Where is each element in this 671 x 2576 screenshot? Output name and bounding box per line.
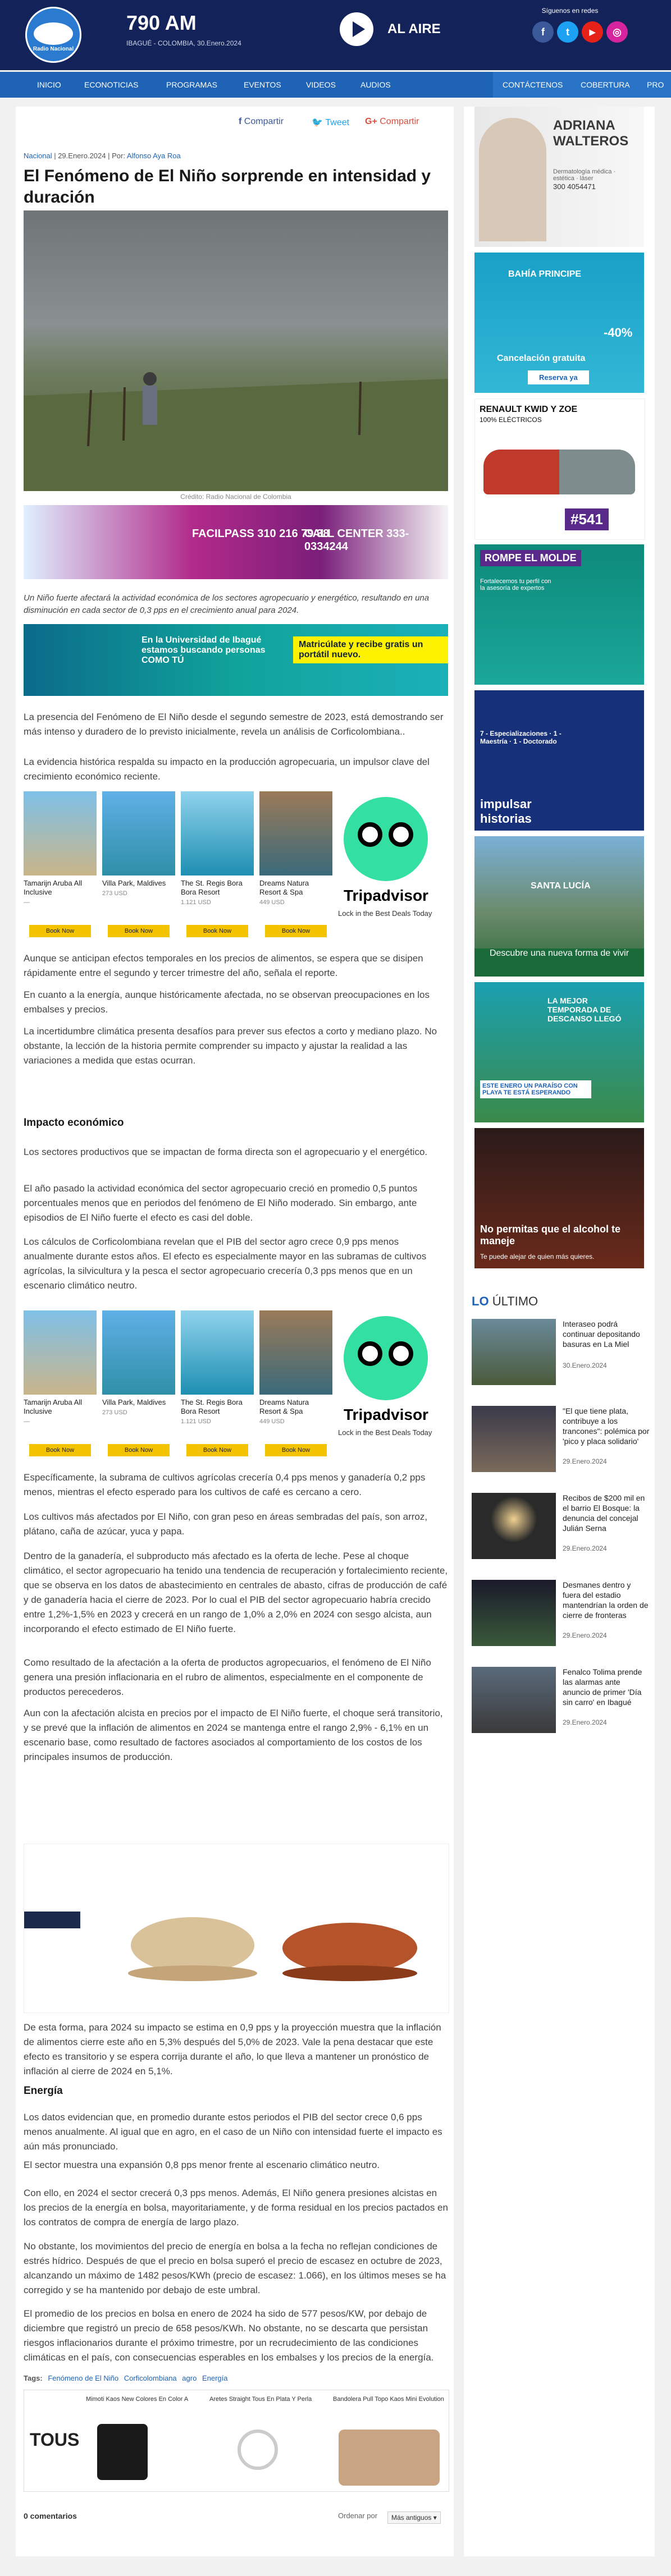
nav-econoticias[interactable]: ECONOTICIAS <box>84 80 139 89</box>
article-date: 29.Enero.2024 <box>58 152 106 160</box>
hotel-card[interactable] <box>259 791 332 937</box>
tag-link[interactable]: Corficolombiana <box>124 2374 177 2382</box>
hotel-price: 1.121 USD <box>181 899 211 906</box>
tripadvisor-sub: Lock in the Best Deals Today <box>338 909 432 918</box>
hotel-price: 449 USD <box>259 899 285 906</box>
paragraph: Como resultado de la afectación a la oferta de productos agropecuarios, el fenómeno de El Niño genera una presión inflacionaria en el rubro de alimentos, especialmente en el componente de productos perecederos. <box>24 1657 431 1697</box>
nav-cobertura[interactable]: COBERTURA <box>581 80 630 89</box>
sidebar-ad-rompe[interactable] <box>474 544 644 685</box>
paragraph: Los sectores productivos que se impactan de forma directa son el agropecuario y el energético. <box>24 1147 428 1157</box>
tous-logo: TOUS <box>30 2430 80 2450</box>
tags-label: Tags: <box>24 2374 43 2382</box>
nav-inicio[interactable]: INICIO <box>37 80 61 89</box>
tags-row <box>24 2374 227 2382</box>
sidebar-ad-bahia[interactable] <box>474 253 644 393</box>
tous-product: Aretes Straight Tous En Plata Y Perla <box>209 2396 312 2403</box>
news-title[interactable]: Fenalco Tolima prende las alarmas ante anuncio de primer 'Día sin carro' en Ibagué <box>563 1667 642 1707</box>
hotel-card[interactable] <box>24 1310 97 1456</box>
nav-audios[interactable]: AUDIOS <box>360 80 391 89</box>
hotel-name: Villa Park, Maldives <box>102 879 166 887</box>
sidebar-ad-sub: Descubre una nueva forma de vivir <box>474 948 644 977</box>
list-item[interactable] <box>472 1406 651 1479</box>
reserve-button[interactable]: Reserva ya <box>528 370 589 384</box>
tripadvisor-owl-icon <box>344 797 428 881</box>
book-now-button[interactable]: Book Now <box>265 1444 327 1456</box>
university-banner[interactable] <box>24 624 448 696</box>
cars-image <box>483 450 635 494</box>
hotel-price: 273 USD <box>102 1409 127 1416</box>
hotel-name: Dreams Natura Resort & Spa <box>259 1398 309 1415</box>
sidebar-ad-santalucia[interactable] <box>474 836 644 977</box>
tous-purse-image <box>339 2430 440 2486</box>
site-logo[interactable] <box>25 7 81 63</box>
article-caption: Un Niño fuerte afectará la actividad económica de los sectores agropecuario y energético, resultando en una disminución en cada sector de 0,3 pps en el crecimiento anual para 2024. <box>24 593 430 615</box>
section-heading: Energía <box>24 2085 63 2097</box>
order-label: Ordenar por <box>338 2511 378 2520</box>
live-play-button[interactable] <box>340 12 373 46</box>
sidebar-ad-sub: Fortalecemos tu perfil con la asesoría de expertos <box>480 578 551 592</box>
doctor-image <box>479 118 546 241</box>
nav-programas[interactable]: PROGRAMAS <box>166 80 218 89</box>
tous-product: Mimoti Kaos New Colores En Color A <box>86 2396 189 2403</box>
hotel-card[interactable] <box>259 1310 332 1456</box>
paragraph: Los cultivos más afectados por El Niño, con gran peso en áreas sembradas del país, son arroz, plátano, caña de azúcar, yuca y papa. <box>24 1511 428 1537</box>
paragraph: De esta forma, para 2024 su impacto se estima en 0,9 pps y la proyección muestra que la inflación de alimentos cierre este año en 5,3% después del 5,0% de 2023. Vale la pena destacar que este efecto es transitorio y se espera corrija durante el año, lo que lleva a mantener un pronóstico de inflación al cierre de 2024 en 5,1%. <box>24 2022 441 2077</box>
paragraph: En cuanto a la energía, aunque históricamente afectada, no se observan preocupaciones en los embalses y precios. <box>24 989 430 1015</box>
tripadvisor-name: Tripadvisor <box>344 1406 428 1423</box>
comments-bar <box>24 2511 448 2520</box>
hotel-price: 449 USD <box>259 1418 285 1425</box>
section-link[interactable]: Nacional <box>24 152 52 160</box>
university-cta: Matricúlate y recibe gratis un portátil nuevo. <box>293 636 448 663</box>
paragraph: La presencia del Fenómeno de El Niño desde el segundo semestre de 2023, está demostrando ser más intenso y duradero de lo previsto inicialmente, revela un análisis de Corficolombiana.. <box>24 712 444 737</box>
hotel-name: The St. Regis Bora Bora Resort <box>181 1398 243 1415</box>
book-now-button[interactable]: Book Now <box>108 1444 170 1456</box>
paragraph: El año pasado la actividad económica del sector agropecuario creció en promedio 0,5 puntos porcentuales menos que en periodos del fenómeno de El Niño moderado. Sin embargo, ante episodios de El Niño fuerte el efecto es casi del doble. <box>24 1183 418 1223</box>
news-date: 29.Enero.2024 <box>563 1544 607 1552</box>
sidebar-ad-impulsar[interactable] <box>474 690 644 831</box>
order-select[interactable]: Más antiguos ▾ <box>387 2511 441 2524</box>
facebook-icon[interactable]: f <box>532 21 554 43</box>
book-now-button[interactable]: Book Now <box>265 925 327 937</box>
news-title[interactable]: Interaseo podrá continuar depositando basuras en La Miel <box>563 1319 640 1349</box>
sidebar-ad-title: ADRIANA WALTEROS <box>553 118 629 149</box>
article-by: Por: <box>112 152 125 160</box>
hotel-card[interactable] <box>102 1310 175 1456</box>
tripadvisor-ad[interactable] <box>24 1310 448 1468</box>
paragraph: La incertidumbre climática presenta desafíos para prever sus efectos a corto y mediano plazo. No obstante, la lección de la historia permite comprender su impacto y ajustar la realidad a las variaciones a medida que estas ocurran. <box>24 1026 437 1066</box>
hotel-name: Dreams Natura Resort & Spa <box>259 879 309 896</box>
hotel-card[interactable] <box>24 791 97 937</box>
tag-link[interactable]: Energía <box>202 2374 228 2382</box>
facebook-share-icon: f <box>239 117 244 126</box>
book-now-button[interactable]: Book Now <box>29 1444 91 1456</box>
paragraph: El promedio de los precios en bolsa en enero de 2024 ha sido de 577 pesos/KW, por debajo de diciembre que registró un precio de 658 pesos/KWh. No obstante, no se descarta que persistan riesgos inflacionarios durante el próximo trimestre, por un recrudecimiento de las condiciones climáticas en el país, con consecuencias esperables en los embalses y los precios de la energía. <box>24 2308 434 2363</box>
nav-eventos[interactable]: EVENTOS <box>244 80 281 89</box>
sidebar-ad-title: RENAULT KWID Y ZOE <box>480 405 578 414</box>
hotel-card[interactable] <box>181 791 254 937</box>
twitter-icon[interactable]: t <box>557 21 578 43</box>
live-label: AL AIRE <box>387 21 441 36</box>
article-meta: Nacional | 29.Enero.2024 | Por: Alfonso Aya Roa <box>24 152 181 160</box>
follow-label: Síguenos en redes <box>541 7 599 15</box>
nav-videos[interactable]: VIDEOS <box>306 80 336 89</box>
sidebar-ad-dermatology[interactable] <box>474 107 644 247</box>
paragraph: Con ello, en 2024 el sector crecerá 0,3 pps menos. Además, El Niño genera presiones alcistas en los precios de la energía en bolsa, mayoritariamente, y de forma residual en los precios pactados en los contratos de compra de energía de largo plazo. <box>24 2188 448 2227</box>
tous-bag-image <box>97 2424 148 2480</box>
latest-heading <box>472 1294 538 1309</box>
paragraph: Los datos evidencian que, en promedio durante estos periodos el PIB del sector crece 0,6 pps menos anualmente. Al igual que en agro, en el caso de un Niño con intensidad fuerte el impacto es aún más pronunciado. <box>24 2112 442 2152</box>
youtube-icon[interactable]: ▶ <box>582 21 603 43</box>
list-item[interactable] <box>472 1319 651 1392</box>
share-google-label: Compartir <box>380 117 419 126</box>
twitter-share-icon: 🐦 <box>312 118 326 127</box>
google-share-icon: G+ <box>365 117 380 126</box>
paragraph: Específicamente, la subrama de cultivos agrícolas crecería 0,4 pps menos y ganadería 0,2 pps menos, mientras el efecto esperado para los cultivos de café es cercano a cero. <box>24 1472 426 1497</box>
logo-text: Radio Nacional <box>33 46 74 52</box>
sidebar-ad-sub: 7 - Especializaciones · 1 - Maestría · 1 - Doctorado <box>480 730 562 745</box>
sidebar-ad-title: No permitas que el alcohol te maneje <box>480 1223 621 1246</box>
book-now-button[interactable]: Book Now <box>186 1444 248 1456</box>
paragraph: Aunque se anticipan efectos temporales en los precios de alimentos, se espera que se disipen rápidamente entre el segundo y tercer trimestre del año, señala el reporte. <box>24 953 423 978</box>
list-item[interactable] <box>472 1667 651 1740</box>
page-title: El Fenómeno de El Niño sorprende en intensidad y duración <box>24 167 431 207</box>
share-twitter-label: Tweet <box>325 118 350 127</box>
news-thumbnail <box>472 1580 556 1646</box>
author-link[interactable]: Alfonso Aya Roa <box>126 152 181 160</box>
hotel-name: Villa Park, Maldives <box>102 1398 166 1406</box>
station-frequency: 790 AM <box>126 11 197 34</box>
sidebar-ad-title: impulsar historias <box>480 797 532 826</box>
paragraph: Dentro de la ganadería, el subproducto más afectado es la oferta de leche. Pese al choque climático, el sector agropecuario ha tenido una tendencia de recuperación y fortalecimiento reciente, que se observa en los datos de abastecimiento en centrales de abasto, cifras de producción de café y de ganadería hacia el cierre de 2023. Por lo cual el PIB del sector agropecuario habría crecido entre 1,2%-1,5% en 2023 y crecerá en un rango de 1,0% a 2,0% en 2024 con sesgo alcista, aun incorporando el efecto estimado de El Niño fuerte. <box>24 1551 448 1634</box>
play-icon <box>353 21 365 37</box>
tripadvisor-owl-icon <box>344 1316 428 1400</box>
station-location-date: IBAGUÉ - COLOMBIA, 30.Enero.2024 <box>126 39 241 47</box>
news-title[interactable]: Recibos de $200 mil en el barrio El Bosque: la denuncia del concejal Julián Serna <box>563 1493 645 1533</box>
hotel-price: 1.121 USD <box>181 1418 211 1425</box>
hotel-price: — <box>24 899 30 906</box>
news-date: 29.Enero.2024 <box>563 1457 607 1465</box>
news-thumbnail <box>472 1493 556 1559</box>
paragraph: El sector muestra una expansión 0,8 pps menor frente al escenario climático neutro. <box>24 2160 380 2170</box>
paragraph: Aun con la afectación alcista en precios por el impacto de El Niño fuerte, el choque será transitorio, y se prevé que la inflación de alimentos en 2024 se mantenga entre el rango 2,9% - 6,1% en un escenario base, como resultado de factores asociados al comportamiento de los costos de los principales insumos de producción. <box>24 1708 443 1762</box>
book-now-button[interactable]: Book Now <box>29 925 91 937</box>
sidebar-ad-title: SANTA LUCÍA <box>531 881 591 891</box>
sidebar-ad-sub: Cancelación gratuita <box>497 354 586 363</box>
university-text: En la Universidad de Ibagué estamos buscando personas COMO TÚ <box>141 635 266 665</box>
shoes-ad[interactable] <box>24 1844 449 2013</box>
news-date: 30.Enero.2024 <box>563 1362 607 1369</box>
tous-product: Bandolera Pull Topo Kaos Mini Evolution <box>333 2396 444 2403</box>
book-now-button[interactable]: Book Now <box>108 925 170 937</box>
tag-link[interactable]: Fenómeno de El Niño <box>48 2374 119 2382</box>
facilpass-banner[interactable] <box>24 505 448 579</box>
shoes-illustration <box>24 1844 449 2013</box>
comments-count: 0 comentarios <box>24 2511 77 2520</box>
hotel-name: The St. Regis Bora Bora Resort <box>181 879 243 896</box>
news-title[interactable]: Desmanes dentro y fuera del estadio mantendrían la orden de cierre de fronteras <box>563 1580 649 1620</box>
hotel-name: Tamarijn Aruba All Inclusive <box>24 1398 83 1415</box>
news-thumbnail <box>472 1667 556 1733</box>
news-date: 29.Enero.2024 <box>563 1631 607 1639</box>
sidebar-ad-title: LA MEJOR TEMPORADA DE DESCANSO LLEGÓ <box>547 996 622 1023</box>
sidebar-ad-sub: 100% ELÉCTRICOS <box>480 416 542 424</box>
sidebar-ad-phone: 300 4054471 <box>553 182 596 191</box>
paragraph: Los cálculos de Corficolombiana revelan que el PIB del sector agro crece 0,9 pps menos anualmente durante estos años. El efecto es especialmente mayor en las subramas de cultivos agrícolas, la silvicultura y la pesca el sector agropecuario crecería 0,3 pps menos que en un escenario climático neutro. <box>24 1236 427 1291</box>
article-photo <box>24 210 448 491</box>
latest-label-a: LO <box>472 1294 489 1308</box>
hotel-name: Tamarijn Aruba All Inclusive <box>24 879 83 896</box>
sidebar-ad-sub: ESTE ENERO UN PARAÍSO CON PLAYA TE ESTÁ ESPERANDO <box>480 1080 591 1098</box>
sidebar-ad-sub: Dermatología médica · estética · láser <box>553 168 616 182</box>
share-facebook-label: Compartir <box>244 117 284 126</box>
instagram-icon[interactable]: ◎ <box>606 21 628 43</box>
facilpass-text: FACILPASS 310 216 79 38 <box>192 528 330 540</box>
tripadvisor-name: Tripadvisor <box>344 887 428 904</box>
news-date: 29.Enero.2024 <box>563 1718 607 1726</box>
news-thumbnail <box>472 1319 556 1385</box>
hotel-card[interactable] <box>181 1310 254 1456</box>
hotel-price: — <box>24 1418 30 1425</box>
news-title[interactable]: "El que tiene plata, contribuye a los trancones": polémica por 'pico y placa solidario' <box>563 1406 650 1446</box>
share-google[interactable] <box>365 117 419 127</box>
hotel-price: 273 USD <box>102 890 127 897</box>
paragraph: La evidencia histórica respalda su impacto en la producción agropecuaria, un impulsor clave del crecimiento económico reciente. <box>24 757 430 782</box>
tripadvisor-ad[interactable] <box>24 791 448 948</box>
list-item[interactable] <box>472 1580 651 1653</box>
photo-illustration <box>24 210 448 491</box>
paragraph: No obstante, los movimientos del precio de energía en bolsa a la fecha no reflejan condiciones de estrés hídrico. Después de que el precio en bolsa superó el precio de escasez en octubre de 2023, alcanzando un máximo de 1482 pesos/KWh (precio de escasez: 1.066), en los últimos meses se ha corregido y se ha mantenido por debajo de este umbral. <box>24 2241 446 2295</box>
tag-link[interactable]: agro <box>182 2374 197 2382</box>
latest-label-b: ÚLTIMO <box>492 1294 538 1308</box>
share-facebook[interactable] <box>239 117 284 127</box>
callcenter-text: CALL CENTER 333-0334244 <box>304 528 409 553</box>
hotel-card[interactable] <box>102 791 175 937</box>
discount-badge: -40% <box>604 326 633 340</box>
share-twitter[interactable] <box>312 117 349 128</box>
tous-ad[interactable] <box>24 2390 449 2492</box>
nav-contactenos[interactable]: CONTÁCTENOS <box>503 80 563 89</box>
news-thumbnail <box>472 1406 556 1472</box>
sidebar-ad-temporada[interactable] <box>474 982 644 1122</box>
section-heading: Impacto económico <box>24 1117 124 1129</box>
sidebar-ad-alcohol[interactable] <box>474 1128 644 1268</box>
photo-credit: Crédito: Radio Nacional de Colombia <box>180 493 291 501</box>
sidebar-ad-sub: Te puede alejar de quien más quieres. <box>480 1253 595 1261</box>
promo-code: #541 <box>565 508 609 530</box>
nav-pro[interactable]: PRO <box>647 80 664 89</box>
sidebar-ad-title: BAHÍA PRINCIPE <box>508 269 582 279</box>
book-now-button[interactable]: Book Now <box>186 925 248 937</box>
tripadvisor-sub: Lock in the Best Deals Today <box>338 1428 432 1437</box>
sidebar-ad-title: ROMPE EL MOLDE <box>480 550 581 566</box>
tous-earring-image <box>238 2430 278 2470</box>
sidebar-ad-renault[interactable] <box>474 398 645 540</box>
list-item[interactable] <box>472 1493 651 1566</box>
